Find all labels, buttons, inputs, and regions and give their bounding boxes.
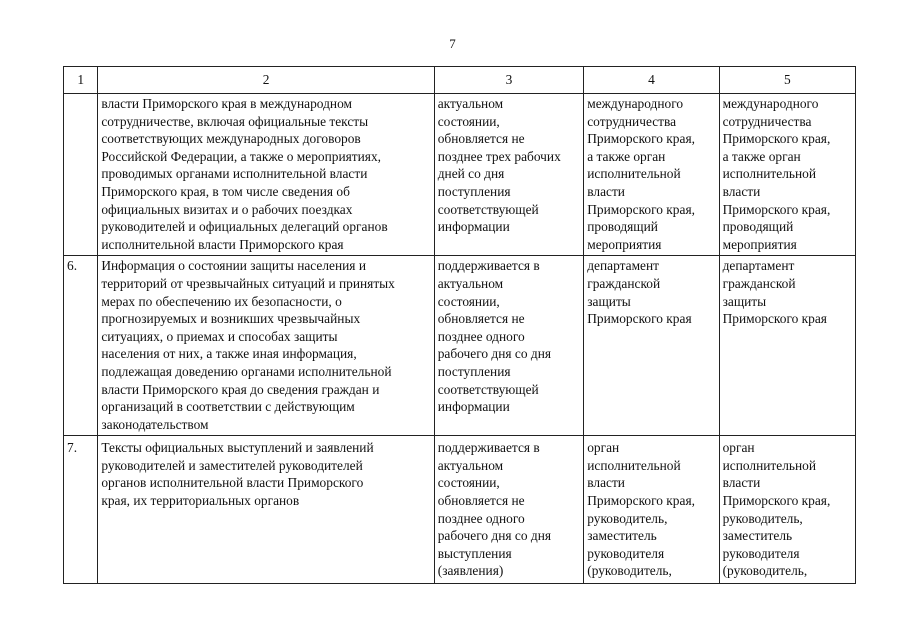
cell-line: мерах по обеспечению их безопасности, о <box>101 293 342 309</box>
cell-line: руководителя <box>587 545 665 561</box>
table-row <box>64 94 856 256</box>
cell-line: сотрудничестве, включая официальные тексты <box>101 113 369 129</box>
cell-line: власти <box>587 183 625 199</box>
cell-line: позднее трех рабочих <box>437 148 561 164</box>
cell-line: официальных визитах и о рабочих поездках <box>101 201 353 217</box>
table-row <box>64 256 856 436</box>
cell-line: власти Приморского края до сведения граждан и <box>101 381 380 397</box>
cell-line: сотрудничества <box>587 113 677 129</box>
cell-line: поддерживается в <box>437 440 540 456</box>
row-responsible-5 <box>719 256 855 436</box>
cell-line: края, их территориальных органов <box>101 493 300 509</box>
cell-line: исполнительной власти Приморского края <box>101 236 344 252</box>
column-header-1: 1 <box>64 67 98 94</box>
row-description <box>98 436 434 584</box>
table-row <box>64 436 856 584</box>
cell-line: руководителей и официальных делегаций органов <box>101 219 388 235</box>
cell-line: Приморского края, <box>722 131 831 147</box>
cell-line: исполнительной <box>722 457 817 473</box>
cell-line: мероприятия <box>722 236 797 252</box>
cell-line: рабочего дня со дня <box>437 346 552 362</box>
page-number: 7 <box>449 36 456 51</box>
row-responsible-4 <box>584 94 719 256</box>
cell-line: департамент <box>587 258 660 274</box>
cell-line: руководитель, <box>587 510 668 526</box>
cell-line: актуальном <box>437 96 504 111</box>
row-responsible-5 <box>719 94 855 256</box>
cell-line: Приморского края, <box>722 201 831 217</box>
cell-line: дней со дня <box>437 166 505 182</box>
cell-line: исполнительной <box>587 457 681 473</box>
cell-line: власти Приморского края в международном <box>101 96 352 111</box>
cell-line: руководителей и заместителей руководителей <box>101 457 363 473</box>
cell-line: орган <box>587 440 620 456</box>
cell-line: Приморского края, в том числе сведения об <box>101 183 350 199</box>
cell-line: заместитель <box>587 528 657 544</box>
cell-line: орган <box>722 440 755 456</box>
cell-line: проводящий <box>722 219 794 235</box>
cell-line: защиты <box>722 293 767 309</box>
cell-line: позднее одного <box>437 328 525 344</box>
cell-line: состоянии, <box>437 475 500 491</box>
cell-line: Приморского края, <box>587 131 695 147</box>
row-responsible-5 <box>719 436 855 584</box>
cell-line: соответствующей <box>437 381 539 397</box>
cell-line: Приморского края <box>722 311 827 327</box>
cell-line: состоянии, <box>437 293 500 309</box>
cell-line: руководителя <box>722 545 800 561</box>
cell-line: информации <box>437 219 510 235</box>
column-header-4: 4 <box>584 67 719 94</box>
cell-line: Приморского края, <box>587 201 695 217</box>
cell-line: защиты <box>587 293 631 309</box>
row-update-frequency <box>434 256 584 436</box>
row-responsible-4 <box>584 256 719 436</box>
cell-line: актуальном <box>437 275 504 291</box>
cell-line: органов исполнительной власти Приморского <box>101 475 364 491</box>
cell-line: исполнительной <box>587 166 681 182</box>
cell-line: исполнительной <box>722 166 817 182</box>
cell-line: гражданской <box>722 275 796 291</box>
cell-line: власти <box>587 475 625 491</box>
table-header-row <box>64 67 856 94</box>
cell-line: гражданской <box>587 275 661 291</box>
cell-line: рабочего дня со дня <box>437 528 552 544</box>
cell-line: Российской Федерации, а также о мероприятиях, <box>101 148 381 164</box>
cell-line: обновляется не <box>437 311 525 327</box>
cell-line: (руководитель, <box>722 563 808 579</box>
cell-line: а также орган <box>722 148 801 164</box>
cell-line: (заявления) <box>437 563 504 579</box>
row-number: 7. <box>64 436 98 584</box>
row-update-frequency <box>434 436 584 584</box>
cell-line: проводимых органами исполнительной власти <box>101 166 368 182</box>
cell-line: обновляется не <box>437 131 525 147</box>
cell-line: власти <box>722 183 761 199</box>
cell-line: состоянии, <box>437 113 500 129</box>
row-description <box>98 256 434 436</box>
cell-line: сотрудничества <box>722 113 812 129</box>
cell-line: подлежащая доведению органами исполнительной <box>101 363 392 379</box>
column-header-2: 2 <box>98 67 434 94</box>
cell-line: территорий от чрезвычайных ситуаций и принятых <box>101 275 395 291</box>
cell-line: позднее одного <box>437 510 525 526</box>
column-header-3: 3 <box>434 67 584 94</box>
cell-line: международного <box>722 96 819 111</box>
cell-line: Тексты официальных выступлений и заявлений <box>101 440 374 456</box>
cell-line: поступления <box>437 363 511 379</box>
cell-line: законодательством <box>101 416 209 432</box>
cell-line: информации <box>437 399 510 415</box>
cell-line: руководитель, <box>722 510 803 526</box>
cell-line: актуальном <box>437 457 504 473</box>
cell-line: проводящий <box>587 219 658 235</box>
cell-line: международного <box>587 96 684 111</box>
cell-line: поддерживается в <box>437 258 540 274</box>
cell-line: Приморского края <box>587 311 692 327</box>
cell-line: Приморского края, <box>722 493 831 509</box>
cell-line: а также орган <box>587 148 666 164</box>
cell-line: соответствующих международных договоров <box>101 131 361 147</box>
cell-line: поступления <box>437 183 511 199</box>
cell-line: выступления <box>437 545 512 561</box>
cell-line: населения от них, а также иная информация, <box>101 346 357 362</box>
row-number <box>64 94 98 256</box>
cell-line: ситуациях, о приемах и способах защиты <box>101 328 338 344</box>
cell-line: соответствующей <box>437 201 539 217</box>
document-table <box>63 66 856 584</box>
cell-line: департамент <box>722 258 795 274</box>
cell-line: Информация о состоянии защиты населения и <box>101 258 366 274</box>
row-description <box>98 94 434 256</box>
cell-line: (руководитель, <box>587 563 672 579</box>
cell-line: прогнозируемых и возникших чрезвычайных <box>101 311 361 327</box>
cell-line: заместитель <box>722 528 793 544</box>
row-responsible-4 <box>584 436 719 584</box>
cell-line: Приморского края, <box>587 493 695 509</box>
row-number: 6. <box>64 256 98 436</box>
cell-line: власти <box>722 475 761 491</box>
cell-line: организаций в соответствии с действующим <box>101 399 355 415</box>
cell-line: мероприятия <box>587 236 662 252</box>
column-header-5: 5 <box>719 67 855 94</box>
row-update-frequency <box>434 94 584 256</box>
cell-line: обновляется не <box>437 493 525 509</box>
